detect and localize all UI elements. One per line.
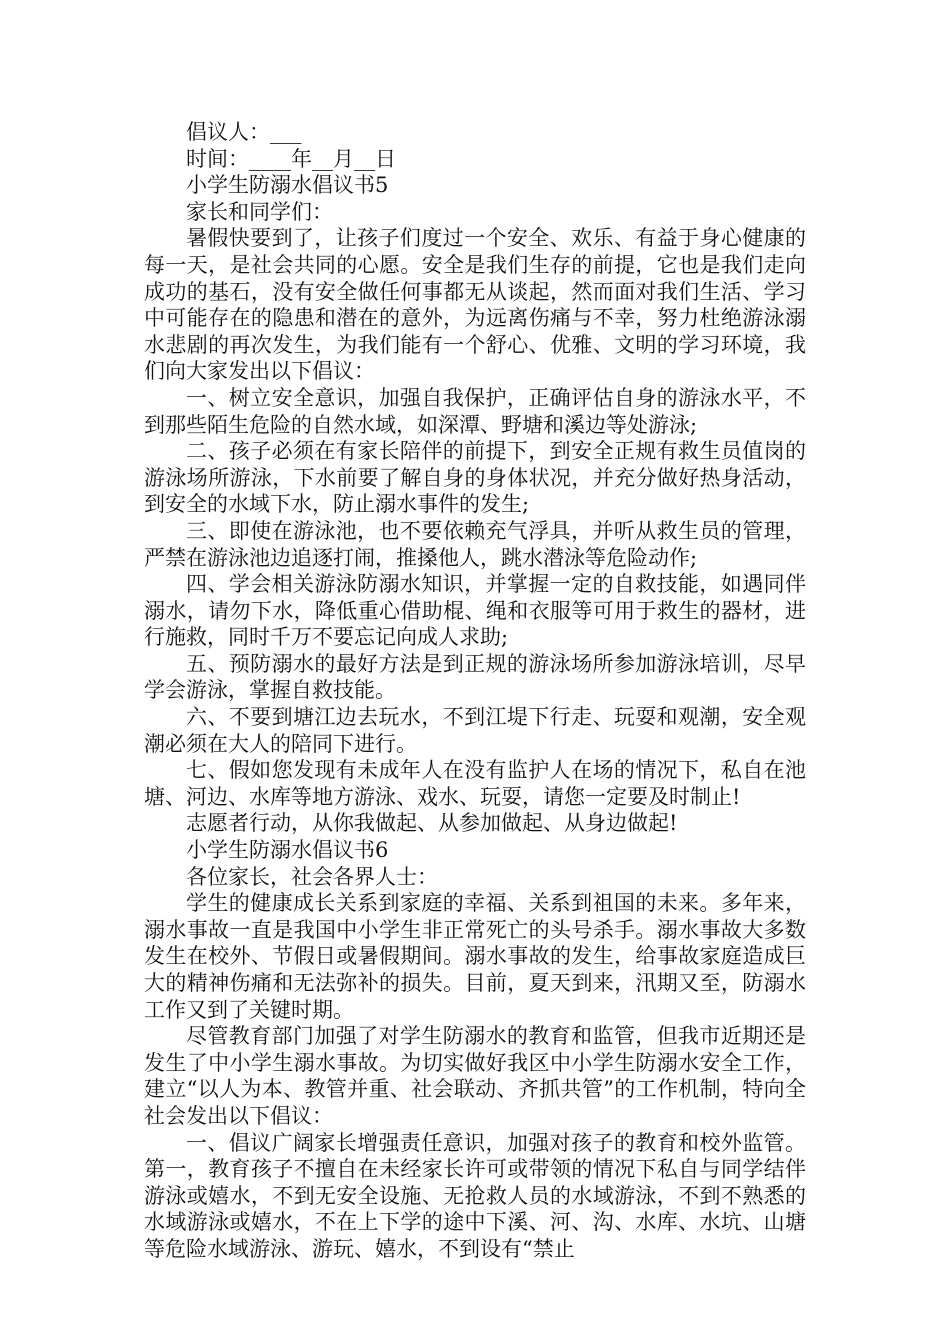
paragraph: 二、孩子必须在有家长陪伴的前提下，到安全正规有救生员值岗的游泳场所游泳，下水前要了解自身的身体状况，并充分做好热身活动，到安全的水域下水，防止溺水事件的发生; — [144, 439, 806, 517]
paragraph: 暑假快要到了，让孩子们度过一个安全、欢乐、有益于身心健康的每一天，是社会共同的心愿。安全是我们生存的前提，它也是我们走向成功的基石，没有安全做任何事都无从谈起，然而面对我们生活、学习中可能存在的隐患和潜在的意外，为远离伤痛与不幸，努力杜绝游泳溺水悲剧的再次发生，为我们能有一个舒心、优雅、文明的学习环境，我们向大家发出以下倡议： — [144, 226, 806, 384]
paragraph: 尽管教育部门加强了对学生防溺水的教育和监管，但我市近期还是发生了中小学生溺水事故。为切实做好我区中小学生防溺水安全工作，建立“以人为本、教管并重、社会联动、齐抓共管”的工作机制，特向全社会发出以下倡议： — [144, 1024, 806, 1128]
paragraph: 五、预防溺水的最好方法是到正规的游泳场所参加游泳培训，尽早学会游泳，掌握自救技能。 — [144, 651, 806, 703]
slogan-line: 志愿者行动，从你我做起、从参加做起、从身边做起! — [186, 811, 678, 836]
paragraph: 一、倡议广阔家长增强责任意识，加强对孩子的教育和校外监管。第一，教育孩子不擅自在未经家长许可或带领的情况下私自与同学结伴游泳或嬉水，不到无安全设施、无抢救人员的水域游泳，不到不熟悉的水域游泳或嬉水，不在上下学的途中下溪、河、沟、水库、水坑、山塘等危险水域游泳、游玩、嬉水，不到设有“禁止 — [144, 1130, 806, 1261]
document-page — [144, 119, 806, 1263]
paragraph: 七、假如您发现有未成年人在没有监护人在场的情况下，私自在池塘、河边、水库等地方游泳、戏水、玩耍，请您一定要及时制止! — [144, 758, 806, 809]
paragraph: 一、树立安全意识，加强自我保护，正确评估自身的游泳水平，不到那些陌生危险的自然水域，如深潭、野塘和溪边等处游泳; — [144, 385, 806, 437]
section-title-6: 小学生防溺水倡议书6 — [186, 838, 389, 863]
paragraph: 学生的健康成长关系到家庭的幸福、关系到祖国的未来。多年来，溺水事故一直是我国中小学生非正常死亡的头号杀手。溺水事故大多数发生在校外、节假日或暑假期间。溺水事故的发生，给事故家庭造成巨大的精神伤痛和无法弥补的损失。目前，夏天到来，汛期又至，防溺水工作又到了关键时期。 — [144, 891, 806, 1022]
date-line: 时间：____年__月__日 — [186, 146, 396, 171]
signer-line: 倡议人：___ — [186, 120, 302, 144]
section-title-5: 小学生防溺水倡议书5 — [186, 173, 389, 198]
paragraph: 四、学会相关游泳防溺水知识，并掌握一定的自救技能，如遇同伴溺水，请勿下水，降低重心借助棍、绳和衣服等可用于救生的器材，进行施救，同时千万不要忘记向成人求助; — [144, 572, 806, 650]
salutation-6: 各位家长，社会各界人士： — [186, 864, 438, 889]
paragraph: 六、不要到塘江边去玩水，不到江堤下行走、玩耍和观潮，安全观潮必须在大人的陪同下进行。 — [144, 705, 806, 756]
paragraph: 三、即使在游泳池，也不要依赖充气浮具，并听从救生员的管理，严禁在游泳池边追逐打闹，推搡他人，跳水潜泳等危险动作; — [144, 518, 806, 570]
salutation-5: 家长和同学们： — [186, 199, 333, 224]
